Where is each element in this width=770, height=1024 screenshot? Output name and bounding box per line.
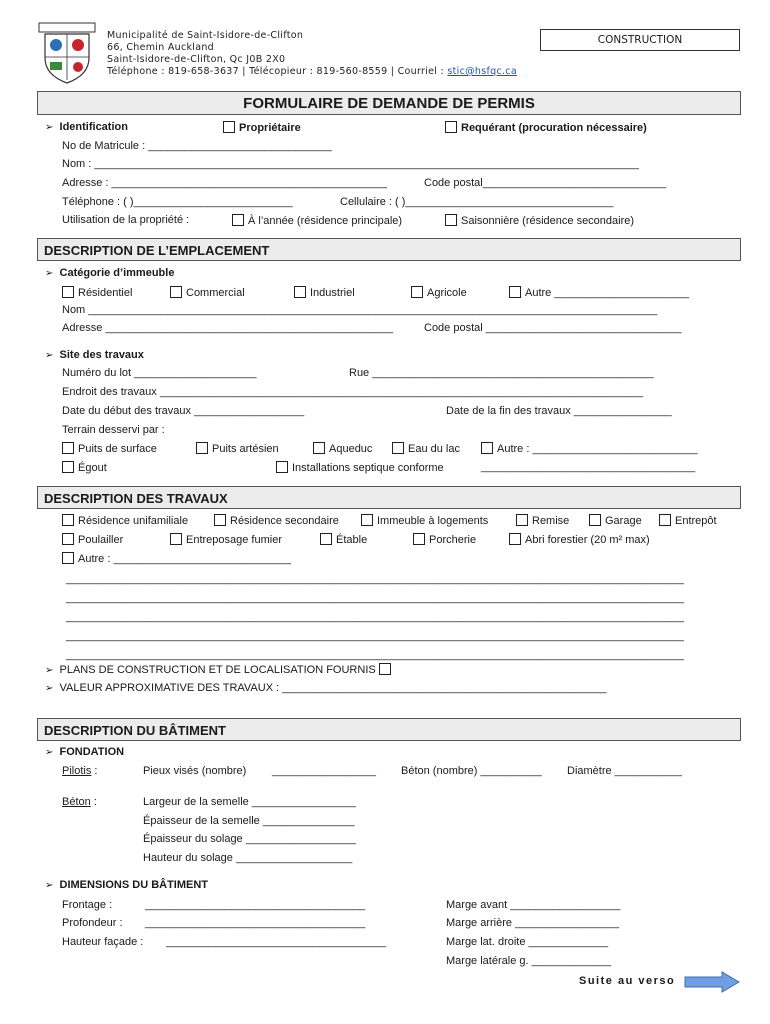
matricule-field[interactable]: No de Matricule : ______________________________: [62, 140, 332, 152]
municipality-name: Municipalité de Saint-Isidore-de-Clifton: [107, 30, 304, 41]
egout-checkbox[interactable]: Égout: [62, 461, 107, 474]
abri-forestier-checkbox[interactable]: Abri forestier (20 m² max): [509, 533, 650, 546]
marge-avant-field[interactable]: Marge avant __________________: [446, 899, 621, 911]
endroit-field[interactable]: Endroit des travaux _______________________________________________________________________________: [62, 386, 644, 398]
utilisation-label: Utilisation de la propriété :: [62, 214, 190, 226]
travaux-line[interactable]: _____________________________________________________________________________________________________: [66, 611, 684, 623]
bullet-arrow-icon: ➢: [45, 268, 54, 279]
site-heading: ➢ Site des travaux: [45, 349, 144, 361]
pilotis-label: Pilotis :: [62, 765, 98, 777]
annee-checkbox[interactable]: À l’année (résidence principale): [232, 214, 402, 227]
batiment-heading: DESCRIPTION DU BÂTIMENT: [44, 723, 226, 738]
garage-checkbox[interactable]: Garage: [589, 514, 642, 527]
marge-droite-field[interactable]: Marge lat. droite _____________: [446, 936, 609, 948]
email-link[interactable]: stic@hsfqc.ca: [447, 66, 517, 77]
date-debut-field[interactable]: Date du début des travaux __________________: [62, 405, 305, 417]
municipal-logo: [38, 22, 96, 84]
batiment-band: [37, 718, 741, 741]
nom-field[interactable]: Nom : _________________________________________________________________________________________: [62, 158, 639, 170]
entreposage-fumier-checkbox[interactable]: Entreposage fumier: [170, 533, 282, 546]
travaux-line[interactable]: _____________________________________________________________________________________________________: [66, 630, 684, 642]
suite-au-verso-label: Suite au verso: [579, 975, 676, 987]
eau-lac-checkbox[interactable]: Eau du lac: [392, 442, 460, 455]
agricole-checkbox[interactable]: Agricole: [411, 286, 467, 299]
septique-checkbox[interactable]: Installations septique conforme: [276, 461, 444, 474]
beton-label: Béton :: [62, 796, 97, 808]
autre-categorie-checkbox[interactable]: Autre ______________________: [509, 286, 689, 299]
bullet-arrow-icon: ➢: [45, 880, 54, 891]
porcherie-checkbox[interactable]: Porcherie: [413, 533, 476, 546]
owner-checkbox[interactable]: Propriétaire: [223, 121, 301, 134]
saisonniere-checkbox[interactable]: Saisonnière (résidence secondaire): [445, 214, 634, 227]
immeuble-logements-checkbox[interactable]: Immeuble à logements: [361, 514, 488, 527]
construction-tag: CONSTRUCTION: [540, 29, 740, 51]
profondeur-label: Profondeur :: [62, 917, 123, 929]
applicant-checkbox[interactable]: Requérant (procuration nécessaire): [445, 121, 647, 134]
travaux-line[interactable]: _____________________________________________________________________________________________________: [66, 573, 684, 585]
emplacement-adresse-field[interactable]: Adresse _______________________________________________: [62, 322, 393, 334]
municipality-city: Saint-Isidore-de-Clifton, Qc J0B 2X0: [107, 54, 286, 65]
pieux-label: Pieux visés (nombre): [143, 765, 247, 777]
bullet-arrow-icon: ➢: [45, 683, 54, 694]
marge-arriere-field[interactable]: Marge arrière _________________: [446, 917, 620, 929]
bullet-arrow-icon: ➢: [45, 122, 54, 133]
emplacement-nom-field[interactable]: Nom _____________________________________________________________________________________________: [62, 304, 658, 316]
travaux-band: [37, 486, 741, 509]
residence-unifamiliale-checkbox[interactable]: Résidence unifamiliale: [62, 514, 188, 527]
epaisseur-semelle-field[interactable]: Épaisseur de la semelle _______________: [143, 815, 355, 827]
residence-secondaire-checkbox[interactable]: Résidence secondaire: [214, 514, 339, 527]
bullet-arrow-icon: ➢: [45, 350, 54, 361]
commercial-checkbox[interactable]: Commercial: [170, 286, 245, 299]
bullet-arrow-icon: ➢: [45, 665, 54, 676]
hauteur-facade-field[interactable]: ____________________________________: [166, 936, 387, 948]
identification-heading: ➢ Identification: [45, 121, 128, 133]
dimensions-heading: ➢ DIMENSIONS DU BÂTIMENT: [45, 879, 209, 891]
code-postal-field[interactable]: Code postal______________________________: [424, 177, 667, 189]
travaux-line[interactable]: _____________________________________________________________________________________________________: [66, 592, 684, 604]
form-title-band: [37, 91, 741, 115]
profondeur-field[interactable]: ____________________________________: [145, 917, 366, 929]
telephone-field[interactable]: Téléphone : ( )__________________________: [62, 196, 293, 208]
aqueduc-checkbox[interactable]: Aqueduc: [313, 442, 372, 455]
cellulaire-field[interactable]: Cellulaire : ( )__________________________________: [340, 196, 614, 208]
date-fin-field[interactable]: Date de la fin des travaux ________________: [446, 405, 672, 417]
frontage-field[interactable]: ____________________________________: [145, 899, 366, 911]
travaux-line[interactable]: _____________________________________________________________________________________________________: [66, 649, 684, 661]
etable-checkbox[interactable]: Étable: [320, 533, 367, 546]
puits-artesien-checkbox[interactable]: Puits artésien: [196, 442, 279, 455]
puits-surface-checkbox[interactable]: Puits de surface: [62, 442, 157, 455]
beton-nombre-field[interactable]: Béton (nombre) __________: [401, 765, 542, 777]
pieux-field[interactable]: _________________: [272, 765, 377, 777]
marge-gauche-field[interactable]: Marge latérale g. _____________: [446, 955, 612, 967]
form-title: FORMULAIRE DE DEMANDE DE PERMIS: [243, 95, 535, 112]
frontage-label: Frontage :: [62, 899, 113, 911]
hauteur-facade-label: Hauteur façade :: [62, 936, 144, 948]
bullet-arrow-icon: ➢: [45, 747, 54, 758]
emplacement-heading: DESCRIPTION DE L’EMPLACEMENT: [44, 243, 270, 258]
autre-terrain-checkbox[interactable]: Autre : ___________________________: [481, 442, 698, 455]
remise-checkbox[interactable]: Remise: [516, 514, 569, 527]
arrow-right-icon[interactable]: [684, 971, 740, 996]
contact-text: Téléphone : 819-658-3637 | Télécopieur : 819-560-8559 | Courriel :: [107, 66, 448, 77]
largeur-semelle-field[interactable]: Largeur de la semelle _________________: [143, 796, 356, 808]
septique-field[interactable]: ___________________________________: [481, 461, 696, 473]
diametre-field[interactable]: Diamètre ___________: [567, 765, 682, 777]
adresse-field[interactable]: Adresse : _____________________________________________: [62, 177, 387, 189]
categorie-heading: ➢ Catégorie d’immeuble: [45, 267, 175, 279]
valeur-field[interactable]: ➢ VALEUR APPROXIMATIVE DES TRAVAUX : _____________________________________________________: [45, 682, 607, 694]
lot-field[interactable]: Numéro du lot ____________________: [62, 367, 257, 379]
emplacement-band: [37, 238, 741, 261]
emplacement-code-postal-field[interactable]: Code postal ________________________________: [424, 322, 682, 334]
poulailler-checkbox[interactable]: Poulailler: [62, 533, 123, 546]
fondation-heading: ➢ FONDATION: [45, 746, 125, 758]
travaux-heading: DESCRIPTION DES TRAVAUX: [44, 491, 228, 506]
industriel-checkbox[interactable]: Industriel: [294, 286, 355, 299]
autre-travaux-checkbox[interactable]: Autre : _____________________________: [62, 552, 291, 565]
municipality-address: 66, Chemin Auckland: [107, 42, 215, 53]
plans-checkbox[interactable]: ➢ PLANS DE CONSTRUCTION ET DE LOCALISATION FOURNIS: [45, 663, 395, 676]
residentiel-checkbox[interactable]: Résidentiel: [62, 286, 132, 299]
hauteur-solage-field[interactable]: Hauteur du solage ___________________: [143, 852, 353, 864]
entrepot-checkbox[interactable]: Entrepôt: [659, 514, 717, 527]
terrain-label: Terrain desservi par :: [62, 424, 165, 436]
rue-field[interactable]: Rue ______________________________________________: [349, 367, 654, 379]
epaisseur-solage-field[interactable]: Épaisseur du solage __________________: [143, 833, 356, 845]
municipality-contact: [107, 66, 517, 77]
